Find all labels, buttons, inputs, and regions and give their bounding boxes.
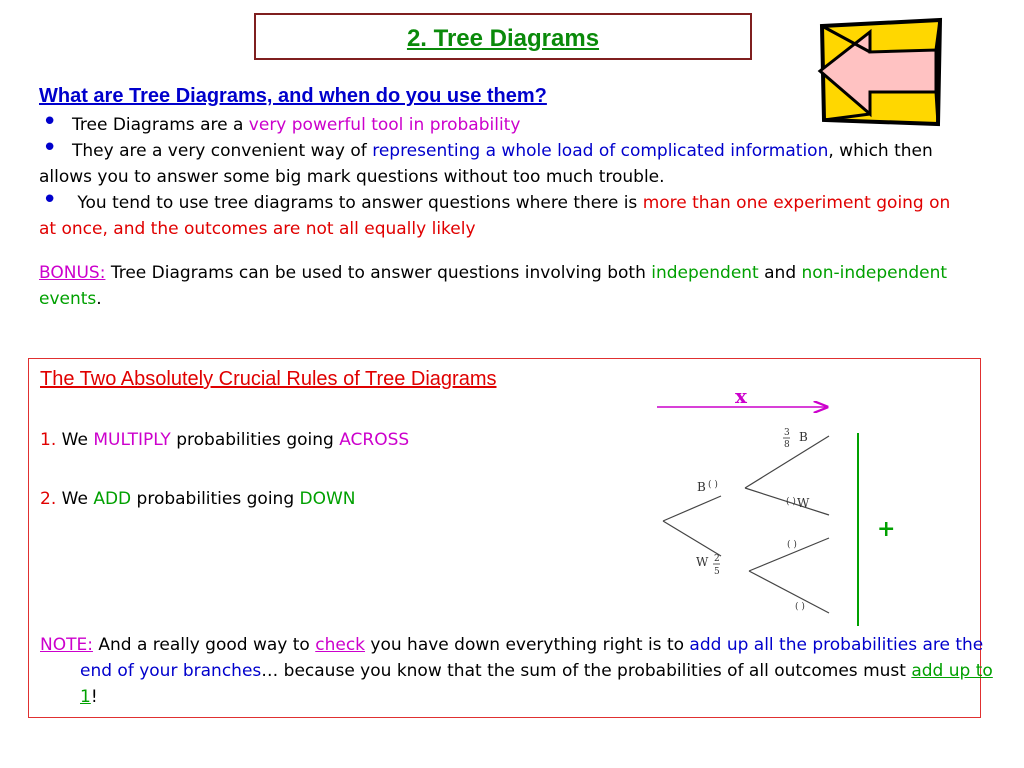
tree-diagram xyxy=(629,381,949,626)
bullet-1-highlight: very powerful tool in probability xyxy=(248,115,521,135)
branch-blank-w2: ( ) xyxy=(786,497,796,507)
branch-label-w1: W xyxy=(696,555,709,569)
rule-2-mid: probabilities going xyxy=(131,489,300,509)
note-check: check xyxy=(315,635,366,655)
note-text: And a really good way to xyxy=(92,635,316,655)
intro-heading: What are Tree Diagrams, and when do you use them? xyxy=(39,85,547,107)
bullet-1-text: Tree Diagrams are a xyxy=(72,115,249,135)
tree-branches xyxy=(663,436,829,613)
bullet-icon: • xyxy=(42,185,58,215)
rule-2-direction: DOWN xyxy=(299,489,356,509)
bonus-paragraph xyxy=(39,260,969,312)
branch-w1-denominator: 5 xyxy=(714,567,720,577)
note-label: NOTE: xyxy=(40,635,93,655)
rule-2 xyxy=(40,489,356,509)
rule-1 xyxy=(40,430,409,450)
page-title: 2. Tree Diagrams xyxy=(406,25,600,52)
branch-label-b1: B xyxy=(697,480,706,494)
bullet-2-highlight: representing a whole load of complicated information xyxy=(372,141,829,161)
bullet-item-1 xyxy=(39,107,969,138)
note-mid: you have down everything right is to xyxy=(365,635,690,655)
rule-2-text: We xyxy=(56,489,94,509)
branch-blank-w3: ( ) xyxy=(795,602,805,612)
bullet-item-2 xyxy=(39,133,969,190)
branch-b2-numerator: 3 xyxy=(784,428,790,438)
bonus-text: Tree Diagrams can be used to answer questions involving both xyxy=(105,263,652,283)
non-independent-term: non-independent events xyxy=(39,263,948,309)
note-paragraph xyxy=(40,632,1000,710)
bullet-3-text: You tend to use tree diagrams to answer questions where there is xyxy=(72,193,643,213)
bonus-label: BONUS: xyxy=(39,263,106,283)
rule-1-number: 1. xyxy=(40,430,57,450)
rules-box xyxy=(28,358,993,718)
bullet-icon: • xyxy=(42,133,58,163)
title-box xyxy=(254,13,752,60)
rule-1-direction: ACROSS xyxy=(339,430,410,450)
note-post: … because you know that the sum of the probabilities of all outcomes must xyxy=(261,661,912,681)
bullet-2-text-end: , which then allows you to answer some big mark questions without too much trouble. xyxy=(39,141,933,187)
rule-2-operation: ADD xyxy=(93,489,132,509)
branch-label-w2: W xyxy=(797,496,810,510)
down-symbol: + xyxy=(877,516,896,542)
rule-1-mid: probabilities going xyxy=(170,430,340,450)
branch-label-b2: B xyxy=(799,430,808,444)
bonus-end: . xyxy=(96,289,102,309)
rule-1-operation: MULTIPLY xyxy=(93,430,171,450)
rules-title: The Two Absolutely Crucial Rules of Tree Diagrams xyxy=(40,368,497,390)
rule-2-number: 2. xyxy=(40,489,57,509)
across-symbol: x xyxy=(735,384,747,408)
branch-blank-b1: ( ) xyxy=(708,480,718,490)
note-highlight: add up all the probabilities are the end of your branches xyxy=(80,635,984,681)
independent-term: independent xyxy=(651,263,759,283)
branch-w1-numerator: 2 xyxy=(714,554,720,564)
bullet-icon: • xyxy=(42,107,58,137)
rule-1-text: We xyxy=(56,430,94,450)
intro-section xyxy=(39,85,969,312)
bullet-2-text: They are a very convenient way of xyxy=(72,141,373,161)
note-end: ! xyxy=(90,687,98,707)
bullet-3-highlight: more than one experiment going on at once, and the outcomes are not all equally likely xyxy=(39,193,951,239)
branch-b2-denominator: 8 xyxy=(784,440,790,450)
bullet-item-3 xyxy=(39,185,969,242)
branch-blank-b3: ( ) xyxy=(787,540,797,550)
bonus-and: and xyxy=(758,263,802,283)
note-final: add up to 1 xyxy=(80,661,993,707)
